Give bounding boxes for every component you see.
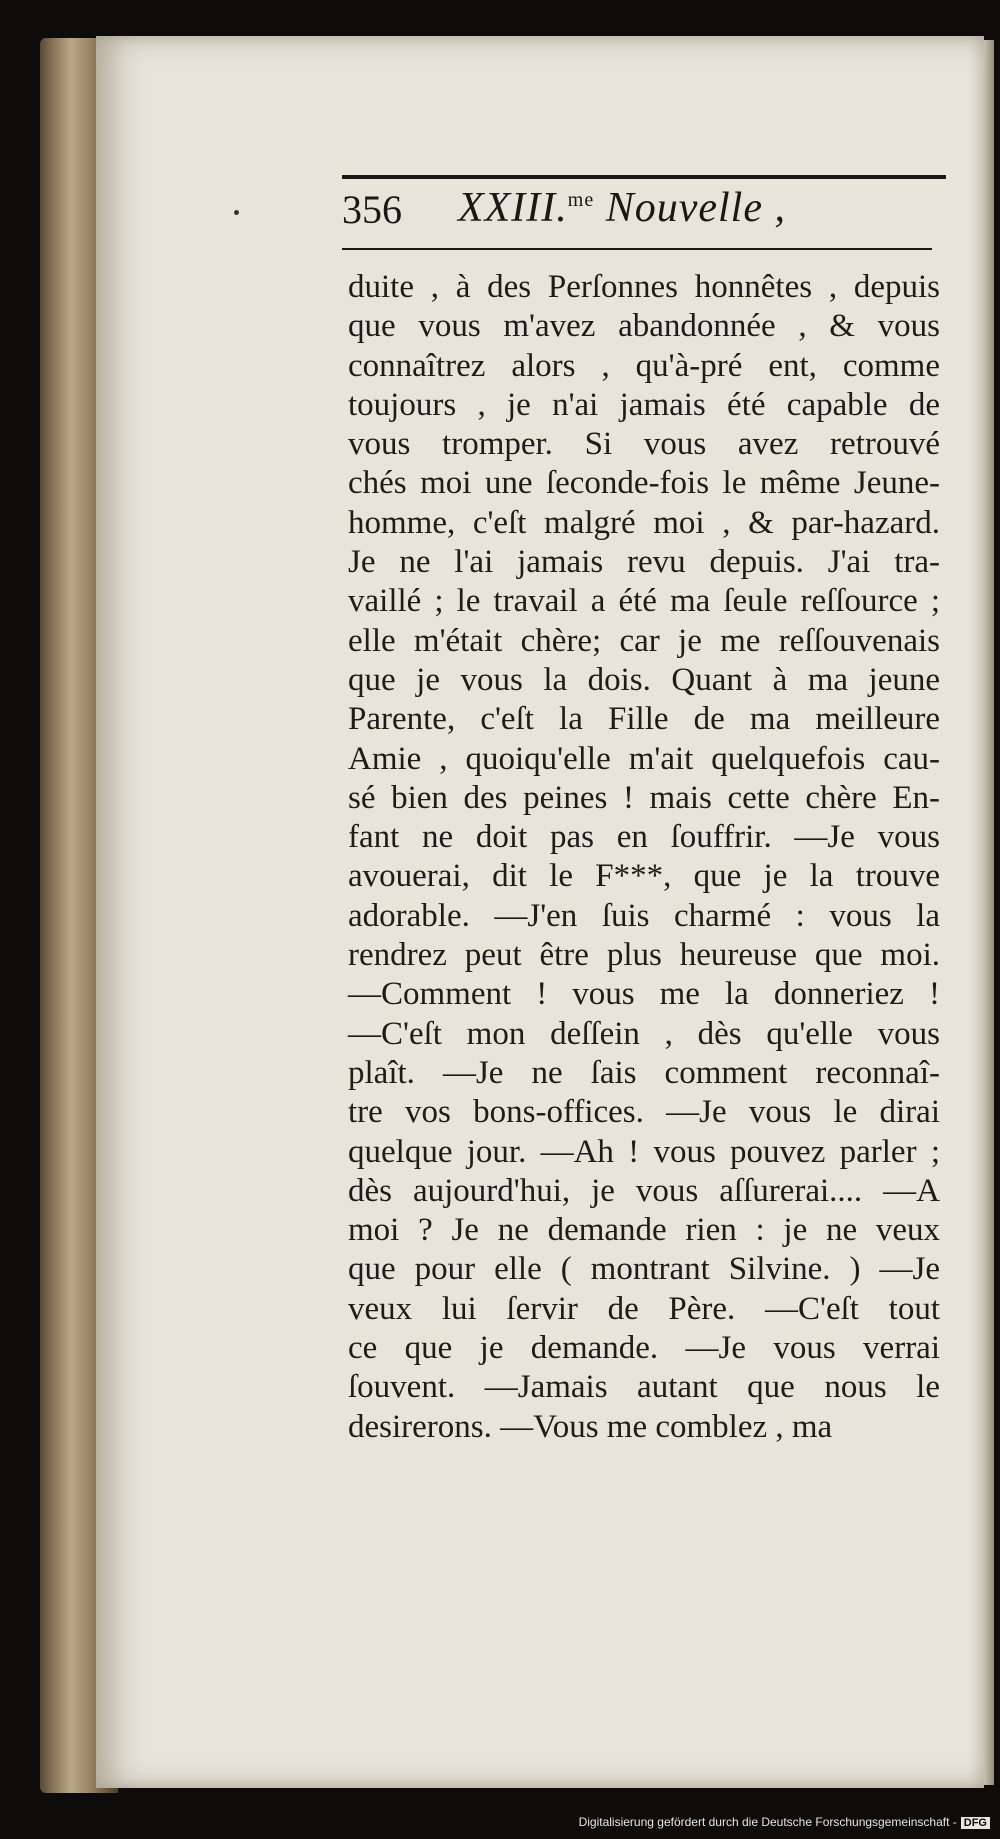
text-line: veux lui ſervir de Père. —C'eſt tout [348,1290,940,1327]
text-line: que je vous la dois. Quant à ma jeune [348,661,940,698]
digitization-credit [579,1815,990,1829]
text-line: duite , à des Perſonnes honnêtes , depuis [348,269,940,305]
text-line: Parente, c'eſt la Fille de ma meilleure [348,701,940,738]
text-line: elle m'était chère; car je me reſſouvenais [348,622,940,659]
text-line: homme, c'eſt malgré moi , & par-hazard. [348,504,940,541]
text-line: tre vos bons-offices. —Je vous le dirai [348,1094,940,1131]
text-line: que pour elle ( montrant Silvine. ) —Je [348,1251,940,1288]
text-line: chés moi une ſeconde-fois le même Jeune- [348,465,940,502]
text-line: toujours , je n'ai jamais été capable de [348,386,940,423]
text-line: vaillé ; le travail a été ma ſeule reſſource ; [348,583,940,620]
text-line: Amie , quoiqu'elle m'ait quelquefois cau- [348,740,940,777]
header-rule-bottom [342,248,932,250]
text-line: ſouvent. —Jamais autant que nous le [348,1369,940,1406]
text-line: connaîtrez alors , qu'à-pré ent, comme [348,347,940,384]
paper-speck [234,210,239,215]
body-text [348,268,940,1447]
running-head-sup: me [567,189,595,211]
text-line: fant ne doit pas en ſouffrir. —Je vous [348,819,940,856]
running-head-main: XXIII. [458,185,568,231]
text-line: que vous m'avez abandonnée , & vous [348,308,940,345]
text-line: rendrez peut être plus heureuse que moi. [348,937,940,974]
text-line: —C'eſt mon deſſein , dès qu'elle vous [348,1015,940,1052]
running-head [458,184,786,232]
page-number: 356 [342,187,402,232]
dfg-logo: DFG [961,1817,990,1829]
header-rule-top [342,175,946,179]
text-line: ce que je demande. —Je vous verrai [348,1330,940,1367]
text-line: sé bien des peines ! mais cette chère En- [348,779,940,816]
text-line: dès aujourd'hui, je vous aſſurerai.... —A [348,1172,940,1209]
credit-text: Digitalisierung gefördert durch die Deutsche Forschungsgemeinschaft - [578,1815,957,1829]
text-line: —Comment ! vous me la donneriez ! [348,976,940,1013]
page-right-edge [984,40,994,1785]
text-line: avouerai, dit le F***, que je la trouve [348,858,940,895]
text-line: desirerons. —Vous me comblez , ma [348,1408,833,1445]
text-line: plaît. —Je ne ſais comment reconnaî- [348,1054,940,1091]
text-line: Je ne l'ai jamais revu depuis. J'ai tra- [348,544,940,581]
text-line: adorable. —J'en ſuis charmé : vous la [348,897,940,934]
text-line: vous tromper. Si vous avez retrouvé [348,426,940,463]
text-line: quelque jour. —Ah ! vous pouvez parler ; [348,1133,940,1170]
running-head-tail: Nouvelle , [594,185,786,231]
text-line: moi ? Je ne demande rien : je ne veux [348,1212,940,1249]
